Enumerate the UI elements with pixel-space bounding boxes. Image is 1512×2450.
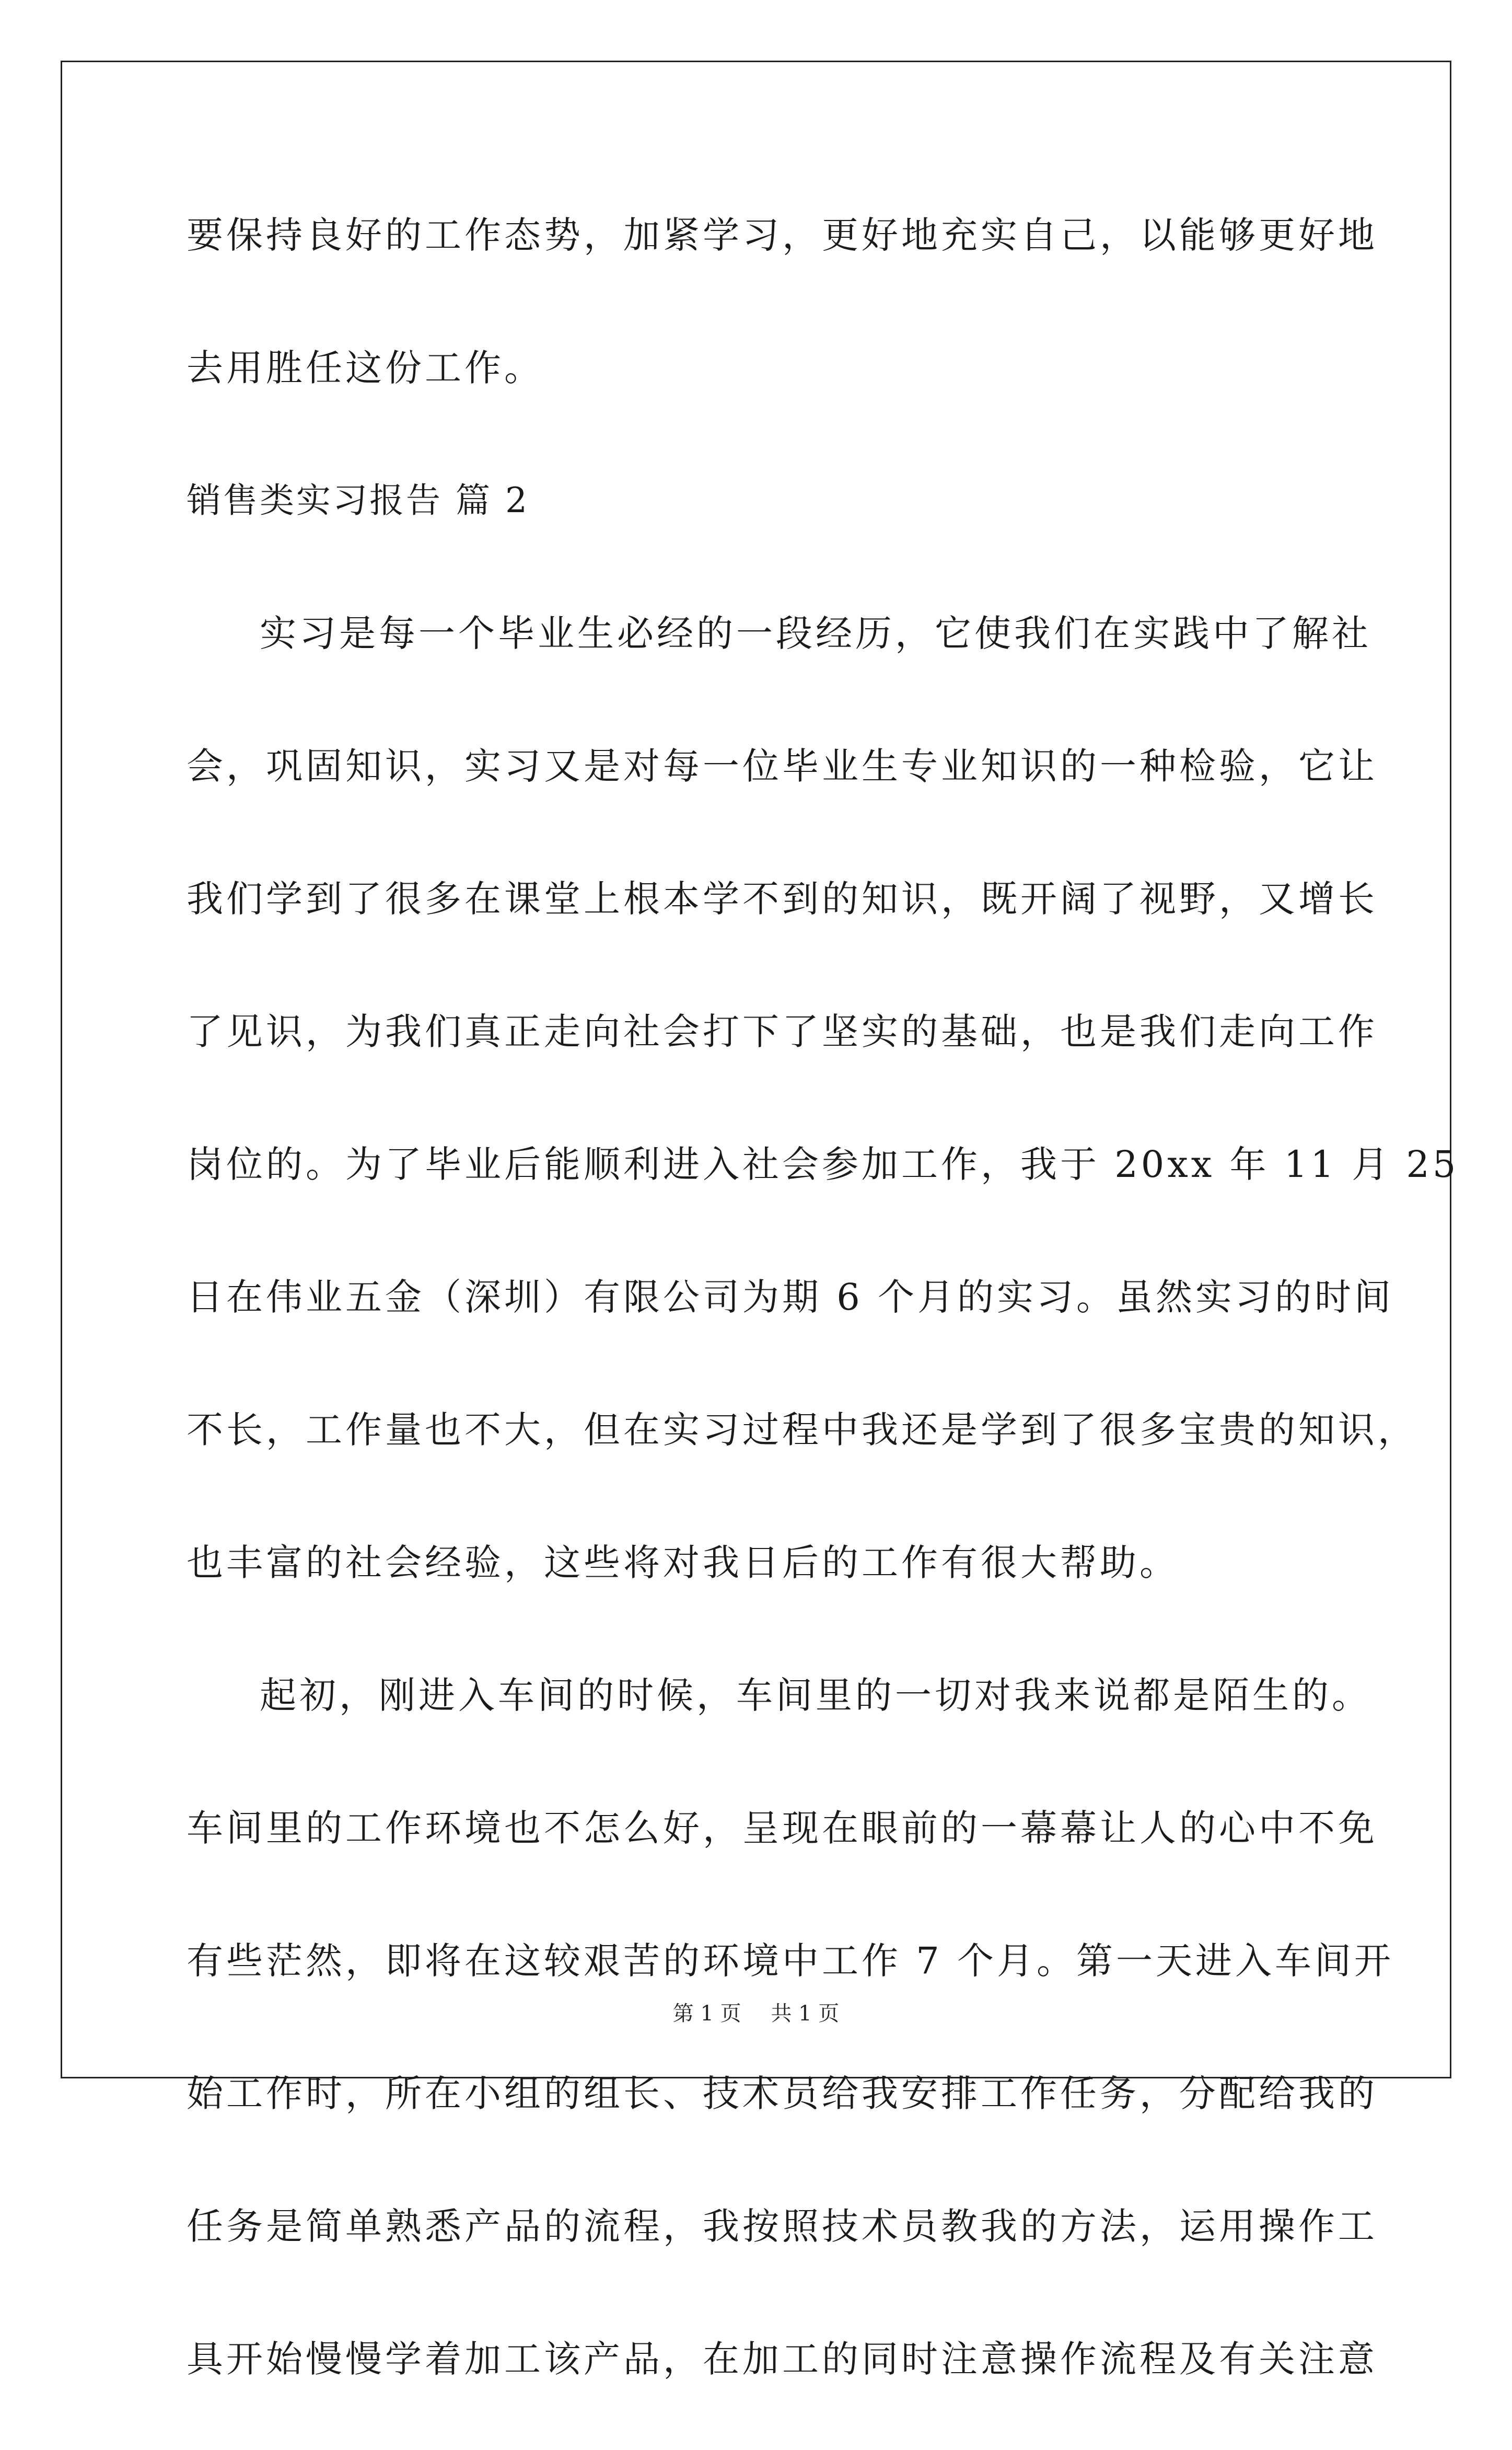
paragraph-line: 车间里的工作环境也不怎么好，呈现在眼前的一幕幕让人的心中不免 [187, 1807, 1378, 1850]
paragraph-line: 始工作时，所在小组的组长、技术员给我安排工作任务，分配给我的 [187, 2072, 1378, 2115]
paragraph-line: 起初，刚进入车间的时候，车间里的一切对我来说都是陌生的。 [260, 1674, 1371, 1717]
paragraph-line: 任务是简单熟悉产品的流程，我按照技术员教我的方法，运用操作工 [187, 2205, 1378, 2248]
text-line: 要保持良好的工作态势，加紧学习，更好地充实自己，以能够更好地 [187, 214, 1378, 257]
page-footer [0, 1998, 1512, 2029]
paragraph-line: 不长，工作量也不大，但在实习过程中我还是学到了很多宝贵的知识， [187, 1408, 1417, 1451]
paragraph-line: 了见识，为我们真正走向社会打下了坚实的基础，也是我们走向工作 [187, 1010, 1378, 1053]
paragraph-line: 日在伟业五金（深圳）有限公司为期 6 个月的实习。虽然实习的时间 [187, 1276, 1394, 1319]
page-number: 第 1 页 [672, 2002, 741, 2026]
paragraph-line: 有些茫然，即将在这较艰苦的环境中工作 7 个月。第一天进入车间开 [187, 1939, 1394, 1982]
paragraph-line: 我们学到了很多在课堂上根本学不到的知识，既开阔了视野，又增长 [187, 877, 1378, 920]
paragraph-line: 具开始慢慢学着加工该产品，在加工的同时注意操作流程及有关注意 [187, 2338, 1378, 2380]
paragraph-line: 会，巩固知识，实习又是对每一位毕业生专业知识的一种检验，它让 [187, 745, 1378, 788]
page-total: 共 1 页 [771, 2002, 840, 2026]
text-line: 去用胜任这份工作。 [187, 346, 544, 389]
paragraph-line: 也丰富的社会经验，这些将对我日后的工作有很大帮助。 [187, 1541, 1179, 1584]
paragraph-line: 实习是每一个毕业生必经的一段经历，它使我们在实践中了解社 [260, 612, 1371, 655]
section-heading: 销售类实习报告 篇 2 [187, 480, 529, 521]
paragraph-line: 岗位的。为了毕业后能顺利进入社会参加工作，我于 20xx 年 11 月 25 [187, 1143, 1459, 1186]
document-body [187, 193, 1459, 2450]
